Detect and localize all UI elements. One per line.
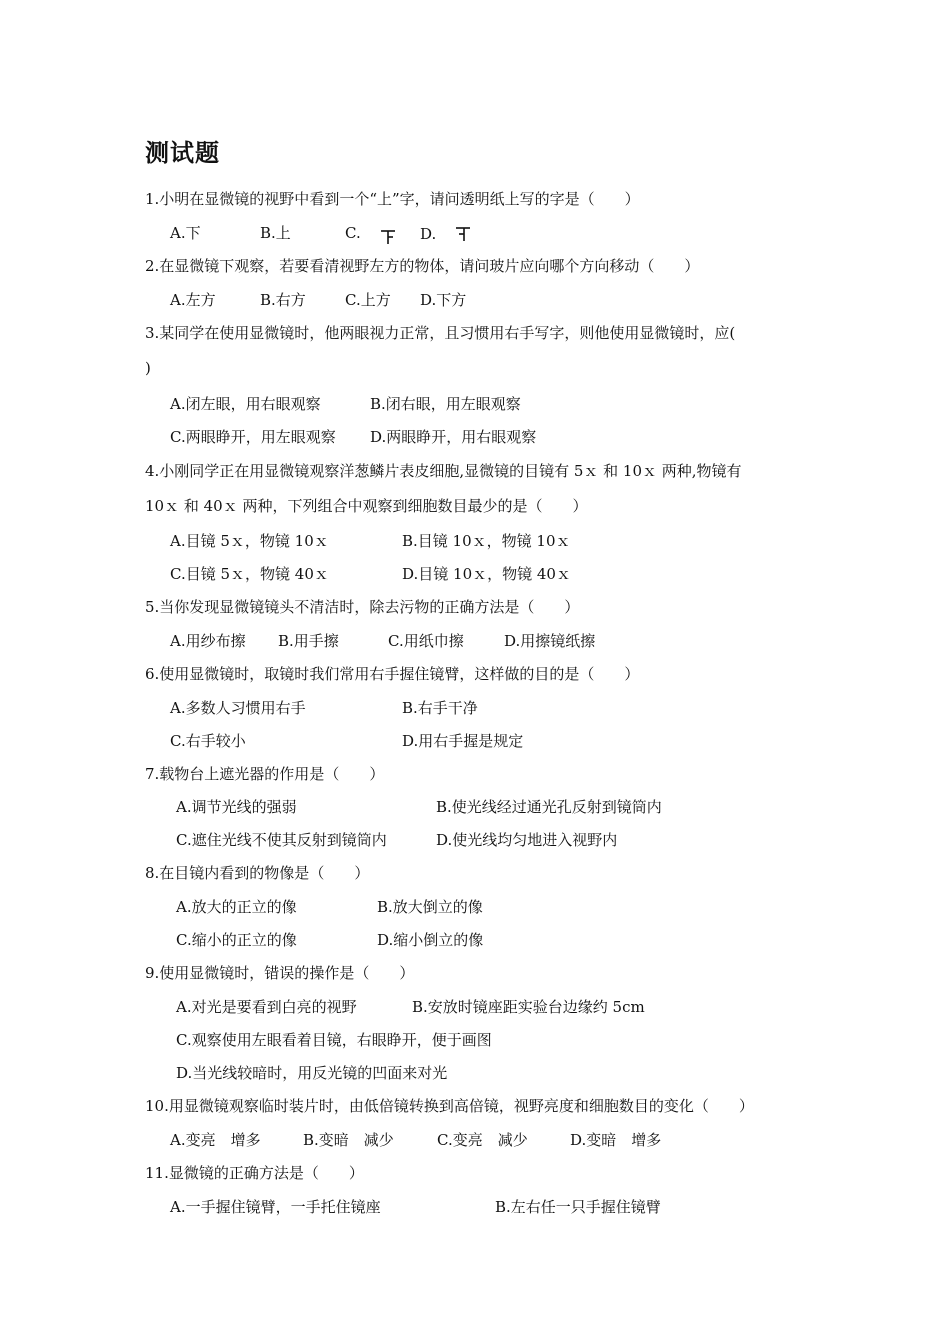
q6-option-c: C.右手较小 [170, 732, 246, 750]
page-title: 测试题 [145, 139, 220, 167]
q2-option-d: D.下方 [420, 291, 467, 309]
q5-option-d: D.用擦镜纸擦 [504, 632, 596, 650]
q4-option-a: A.目镜 5ｘ，物镜 10ｘ [170, 532, 329, 550]
question-8: 8.在目镜内看到的物像是（ ） [145, 864, 370, 882]
q4-option-c: C.目镜 5ｘ，物镜 40ｘ [170, 565, 329, 583]
question-9: 9.使用显微镜时，错误的操作是（ ） [145, 964, 415, 982]
q10-option-d: D.变暗 增多 [570, 1131, 662, 1149]
q6-option-b: B.右手干净 [402, 699, 478, 717]
q3-option-c: C.两眼睁开，用左眼观察 [170, 428, 336, 446]
q7-option-c: C.遮住光线不使其反射到镜筒内 [176, 831, 387, 849]
question-10: 10.用显微镜观察临时装片时，由低倍镜转换到高倍镜，视野亮度和细胞数目的变化（ ） [145, 1097, 754, 1115]
question-2: 2.在显微镜下观察，若要看清视野左方的物体，请问玻片应向哪个方向移动（ ） [145, 257, 700, 275]
q1-option-a: A.下 [170, 224, 201, 242]
question-6: 6.使用显微镜时，取镜时我们常用右手握住镜臂，这样做的目的是（ ） [145, 665, 640, 683]
q4-option-d: D.目镜 10ｘ，物镜 40ｘ [402, 565, 571, 583]
q6-option-d: D.用右手握是规定 [402, 732, 524, 750]
q8-option-c: C.缩小的正立的像 [176, 931, 297, 949]
q7-option-b: B.使光线经过通光孔反射到镜筒内 [436, 798, 662, 816]
q5-option-c: C.用纸巾擦 [388, 632, 464, 650]
q6-option-a: A.多数人习惯用右手 [170, 699, 306, 717]
q9-option-a: A.对光是要看到白亮的视野 [176, 998, 357, 1016]
q2-option-b: B.右方 [260, 291, 306, 309]
q7-option-a: A.调节光线的强弱 [176, 798, 297, 816]
q8-option-d: D.缩小倒立的像 [377, 931, 484, 949]
question-1: 1.小明在显微镜的视野中看到一个“上”字，请问透明纸上写的字是（ ） [145, 190, 640, 208]
question-5: 5.当你发现显微镜镜头不清洁时，除去污物的正确方法是（ ） [145, 598, 580, 616]
q11-option-a: A.一手握住镜臂，一手托住镜座 [170, 1198, 381, 1216]
inverted-shang-glyph-icon [378, 224, 398, 246]
q8-option-a: A.放大的正立的像 [176, 898, 297, 916]
q1-option-c [345, 223, 398, 246]
q10-option-b: B.变暗 减少 [303, 1131, 394, 1149]
q11-option-b: B.左右任一只手握住镜臂 [495, 1198, 661, 1216]
question-4: 4.小刚同学正在用显微镜观察洋葱鳞片表皮细胞,显微镜的目镜有 5ｘ 和 10ｘ 两种,物镜有 [145, 462, 742, 480]
q1-option-d [420, 223, 473, 245]
q10-option-c: C.变亮 减少 [437, 1131, 528, 1149]
question-3: 3.某同学在使用显微镜时，他两眼视力正常，且习惯用右手写字，则他使用显微镜时，应( [145, 324, 736, 342]
q9-option-b: B.安放时镜座距实验台边缘约 5cm [412, 998, 645, 1016]
q5-option-a: A.用纱布擦 [170, 632, 246, 650]
mirrored-shang-glyph-icon [453, 223, 473, 245]
question-7: 7.载物台上遮光器的作用是（ ） [145, 765, 385, 783]
question-3-cont: ) [145, 359, 151, 377]
question-4-cont: 10ｘ 和 40ｘ 两种，下列组合中观察到细胞数目最少的是（ ） [145, 497, 588, 515]
q3-option-a: A.闭左眼，用右眼观察 [170, 395, 321, 413]
q3-option-b: B.闭右眼，用左眼观察 [370, 395, 521, 413]
q1-option-c-label: C. [345, 224, 361, 242]
question-11: 11.显微镜的正确方法是（ ） [145, 1164, 364, 1182]
q1-option-d-label: D. [420, 225, 437, 243]
q2-option-a: A.左方 [170, 291, 216, 309]
q8-option-b: B.放大倒立的像 [377, 898, 483, 916]
q10-option-a: A.变亮 增多 [170, 1131, 261, 1149]
q2-option-c: C.上方 [345, 291, 391, 309]
q9-option-c: C.观察使用左眼看着目镜，右眼睁开，便于画图 [176, 1031, 492, 1049]
q5-option-b: B.用手擦 [278, 632, 339, 650]
q7-option-d: D.使光线均匀地进入视野内 [436, 831, 618, 849]
q4-option-b: B.目镜 10ｘ，物镜 10ｘ [402, 532, 571, 550]
q3-option-d: D.两眼睁开，用右眼观察 [370, 428, 537, 446]
q9-option-d: D.当光线较暗时，用反光镜的凹面来对光 [176, 1064, 448, 1082]
q1-option-b: B.上 [260, 224, 291, 242]
